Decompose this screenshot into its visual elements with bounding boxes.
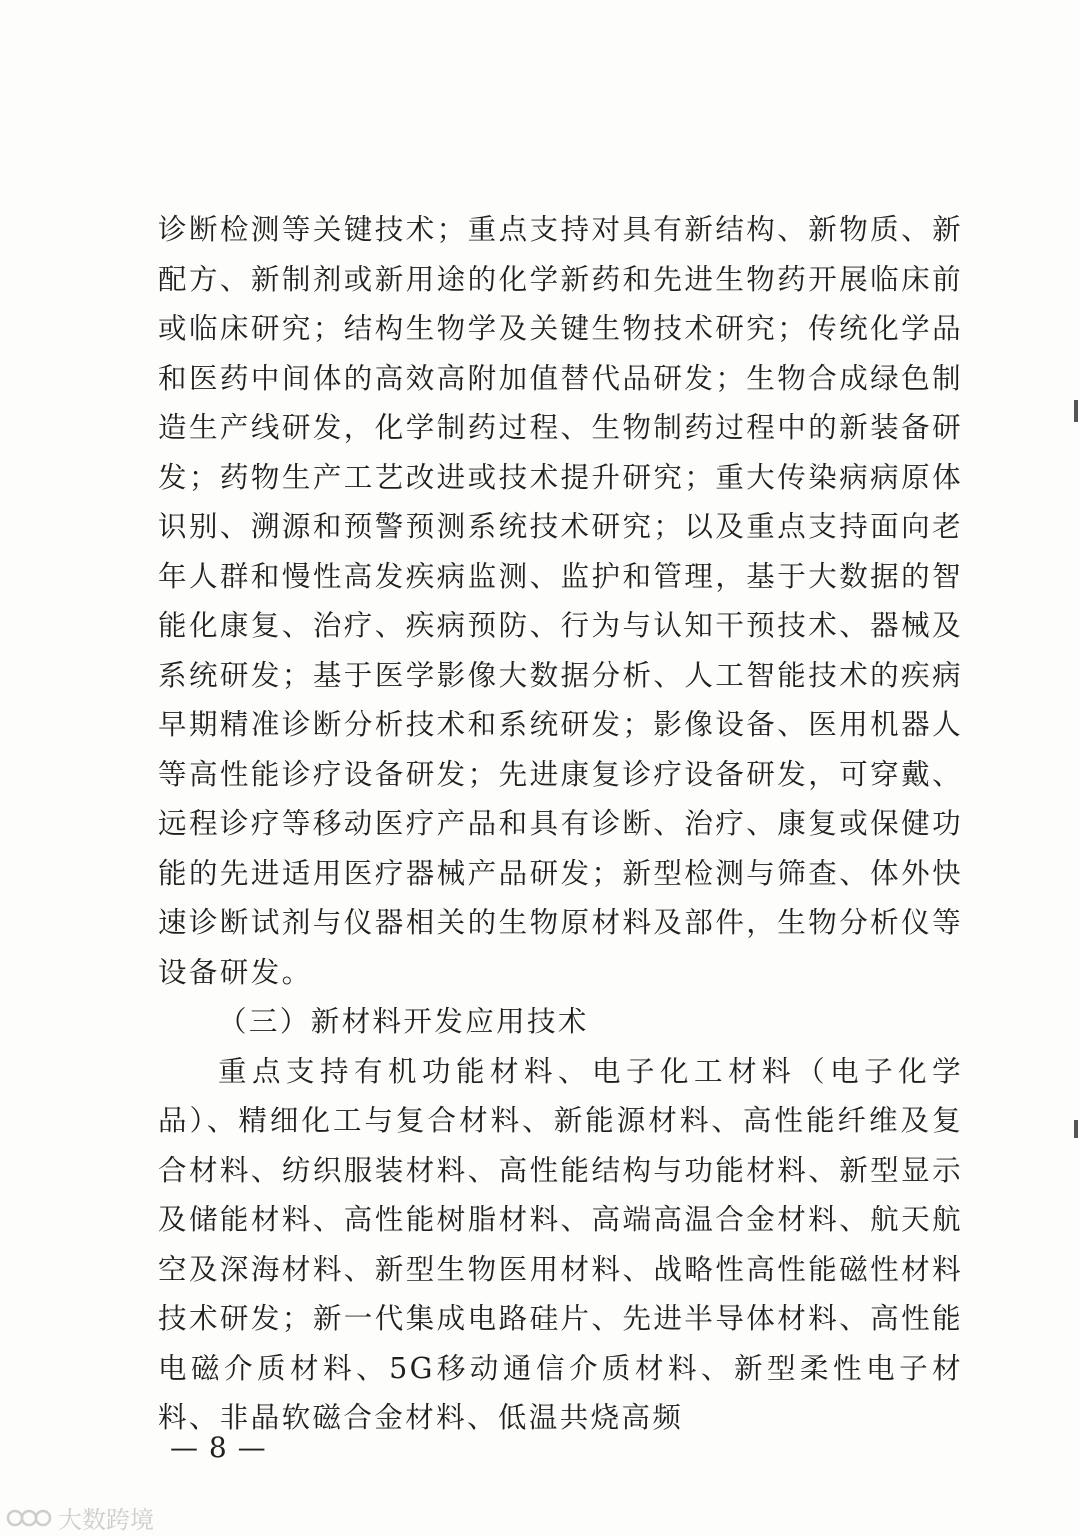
scan-edge-mark [1074, 400, 1078, 422]
paragraph-continued: 诊断检测等关键技术；重点支持对具有新结构、新物质、新配方、新制剂或新用途的化学新药和先进生物药开展临床前或临床研究；结构生物学及关键生物技术研究；传统化学品和医药中间体的高效高附加值替代品研发；生物合成绿色制造生产线研发，化学制药过程、生物制药过程中的新装备研发；药物生产工艺改进或技术提升研究；重大传染病病原体识别、溯源和预警预测系统技术研究；以及重点支持面向老年人群和慢性高发疾病监测、监护和管理，基于大数据的智能化康复、治疗、疾病预防、行为与认知干预技术、器械及系统研发；基于医学影像大数据分析、人工智能技术的疾病早期精准诊断分析技术和系统研发；影像设备、医用机器人等高性能诊疗设备研发；先进康复诊疗设备研发，可穿戴、远程诊疗等移动医疗产品和具有诊断、治疗、康复或保健功能的先进适用医疗器械产品研发；新型检测与筛查、体外快速诊断试剂与仪器相关的生物原材料及部件，生物分析仪等设备研发。 [158, 213, 963, 989]
watermark [6, 1500, 154, 1535]
watermark-text: 大数跨境 [58, 1506, 154, 1534]
dashuju-logo-icon [6, 1505, 52, 1531]
page-number: — 8 — [170, 1431, 267, 1464]
section-heading: （三）新材料开发应用技术 [218, 1005, 589, 1038]
scan-edge-mark [1074, 1120, 1078, 1138]
paragraph-new-materials: 重点支持有机功能材料、电子化工材料（电子化学品）、精细化工与复合材料、新能源材料、高性能纤维及复合材料、纺织服装材料、高性能结构与功能材料、新型显示及储能材料、高性能树脂材料、高端高温合金材料、航天航空及深海材料、新型生物医用材料、战略性高性能磁性材料技术研发；新一代集成电路硅片、先进半导体材料、高性能电磁介质材料、5G移动通信介质材料、新型柔性电子材料、非晶软磁合金材料、低温共烧高频 [158, 1054, 963, 1434]
document-body [158, 205, 963, 1443]
